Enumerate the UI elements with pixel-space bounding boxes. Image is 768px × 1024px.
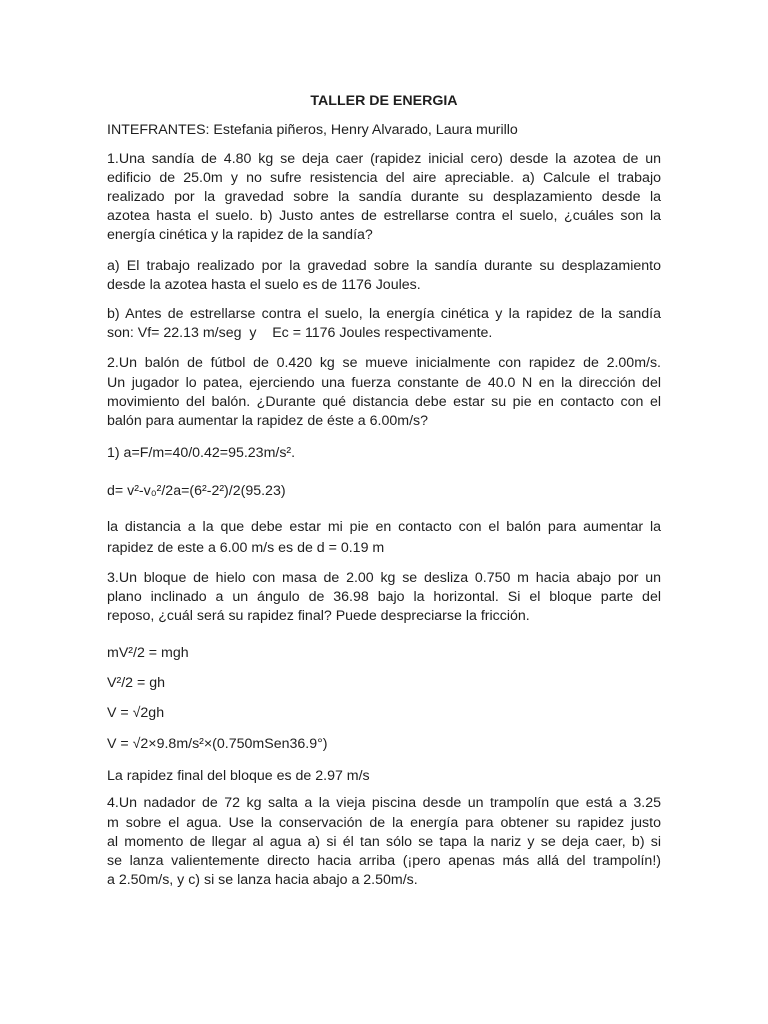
q1-line-5: energía cinética y la rapidez de la sandía?	[107, 227, 373, 243]
q4-line-4: se lanza valientemente directo hacia arriba (¡pero apenas más allá del trampolín!)	[107, 853, 661, 869]
q3-line-1: 3.Un bloque de hielo con masa de 2.00 kg se desliza 0.750 m hacia abajo por un	[107, 570, 661, 586]
a3-equation-3: V = √2gh	[107, 705, 165, 721]
q4-line-3: al momento de llegar al agua a) si él tan sólo se tapa la nariz y se deja caer, b) si	[107, 834, 661, 850]
a3-equation-4: V = √2×9.8m/s²×(0.750mSen36.9°)	[107, 736, 328, 752]
a1b-line-2: son: Vf= 22.13 m/seg y Ec = 1176 Joules respectivamente.	[107, 325, 493, 341]
document-title: TALLER DE ENERGIA	[310, 93, 458, 109]
q1-line-1: 1.Una sandía de 4.80 kg se deja caer (rapidez inicial cero) desde la azotea de un	[107, 151, 661, 167]
q4-line-1: 4.Un nadador de 72 kg salta a la vieja piscina desde un trampolín que está a 3.25	[107, 795, 661, 811]
a3-result: La rapidez final del bloque es de 2.97 m/s	[107, 768, 370, 784]
q1-line-3: realizado por la gravedad sobre la sandía durante su desplazamiento desde la	[107, 189, 661, 205]
q3-line-2: plano inclinado a un ángulo de 36.98 bajo la horizontal. Si el bloque parte del	[107, 589, 661, 605]
a3-equation-2: V²/2 = gh	[107, 675, 165, 691]
a2-equation-1: 1) a=F/m=40/0.42=95.23m/s².	[107, 445, 296, 461]
a2-text-line-2: rapidez de este a 6.00 m/s es de d = 0.19 m	[107, 540, 385, 556]
q3-line-3: reposo, ¿cuál será su rapidez final? Puede despreciarse la fricción.	[107, 608, 530, 624]
q2-line-3: movimiento del balón. ¿Durante qué distancia debe estar su pie en contacto con el	[107, 394, 661, 410]
a2-equation-2: d= v²-v₀²/2a=(6²-2²)/2(95.23)	[107, 483, 286, 499]
members-line: INTEFRANTES: Estefania piñeros, Henry Alvarado, Laura murillo	[107, 122, 518, 138]
a2-text-line-1: la distancia a la que debe estar mi pie en contacto con el balón para aumentar la	[107, 519, 661, 535]
q1-line-2: edificio de 25.0m y no sufre resistencia del aire apreciable. a) Calcule el trabajo	[107, 170, 661, 186]
q2-line-4: balón para aumentar la rapidez de éste a 6.00m/s?	[107, 413, 428, 429]
a1a-line-1: a) El trabajo realizado por la gravedad sobre la sandía durante su desplazamiento	[107, 258, 661, 274]
a1b-line-1: b) Antes de estrellarse contra el suelo, la energía cinética y la rapidez de la sandía	[107, 306, 661, 322]
q4-line-2: m sobre el agua. Use la conservación de la energía para obtener su rapidez justo	[107, 815, 661, 831]
a1a-line-2: desde la azotea hasta el suelo es de 1176 Joules.	[107, 277, 421, 293]
q4-line-5: a 2.50m/s, y c) si se lanza hacia abajo a 2.50m/s.	[107, 872, 418, 888]
q2-line-2: Un jugador lo patea, ejerciendo una fuerza constante de 40.0 N en la dirección del	[107, 375, 661, 391]
q1-line-4: azotea hasta el suelo. b) Justo antes de estrellarse contra el suelo, ¿cuáles son la	[107, 208, 661, 224]
q2-line-1: 2.Un balón de fútbol de 0.420 kg se mueve inicialmente con rapidez de 2.00m/s.	[107, 355, 661, 371]
a3-equation-1: mV²/2 = mgh	[107, 645, 189, 661]
